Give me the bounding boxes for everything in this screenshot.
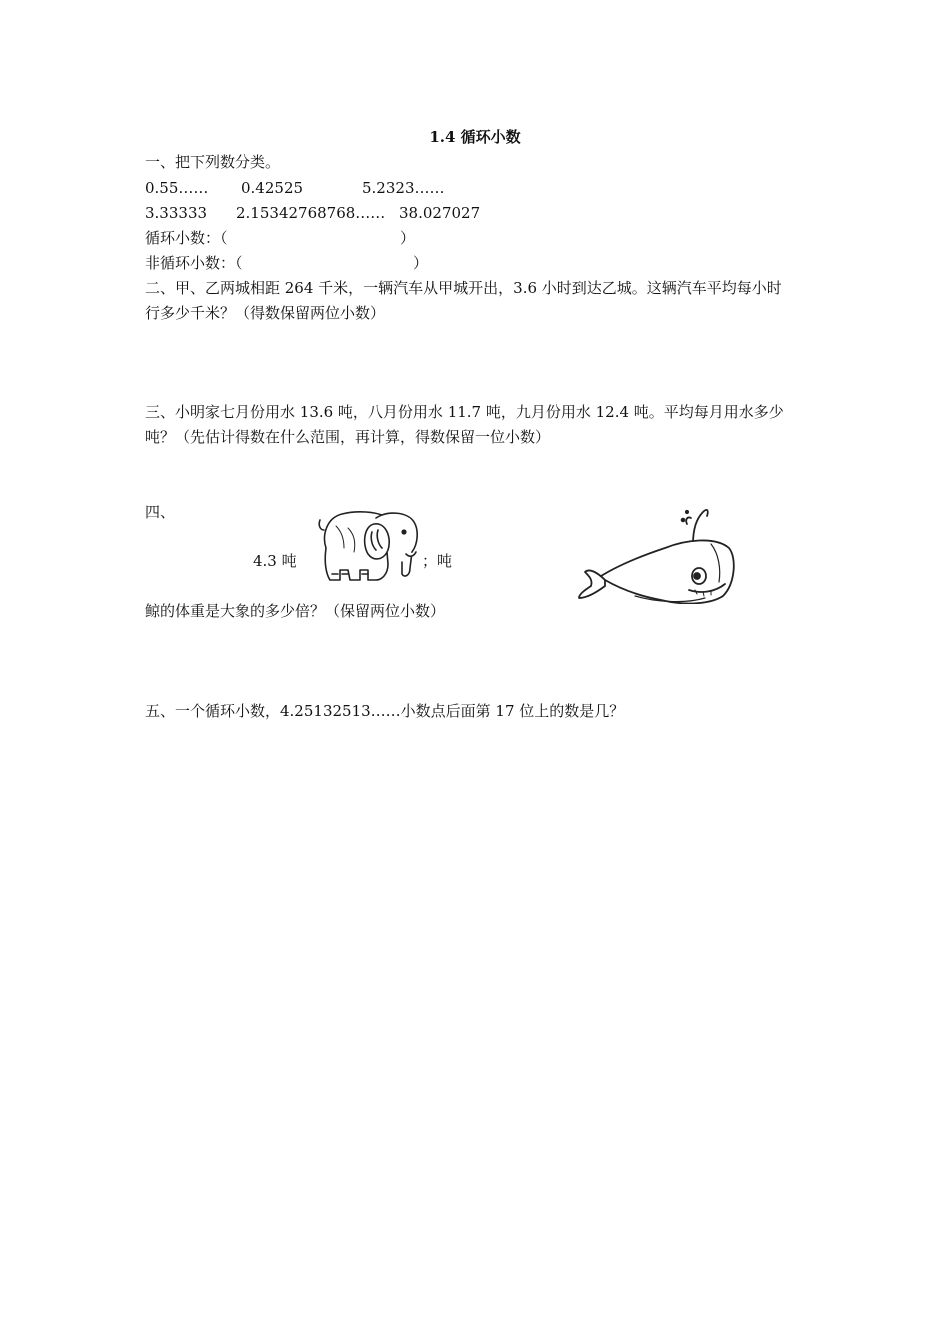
elephant-weight: 4.3 吨: [253, 552, 297, 570]
q5-text: 五、一个循环小数，4.25132513……小数点后面第 17 位上的数是几？: [145, 702, 625, 720]
whale-weight-partial: ；吨: [422, 552, 453, 570]
q3-line1: 三、小明家七月份用水 13.6 吨，八月份用水 11.7 吨，九月份用水 12.4 吨。平均每月用水多少: [145, 403, 784, 421]
noncyclic-label: 非循环小数：（: [145, 254, 243, 272]
q1-number: 0.55……: [145, 179, 209, 197]
q4-heading: 四、: [145, 503, 176, 521]
q1-number: 3.33333: [145, 204, 208, 222]
page-title: 1.4 循环小数: [429, 128, 521, 146]
q2-line1: 二、甲、乙两城相距 264 千米，一辆汽车从甲城开出，3.6 小时到达乙城。这辆汽车平均每小时: [145, 279, 782, 297]
q1-number: 2.15342768768……: [236, 204, 386, 222]
cyclic-close-paren: ）: [400, 229, 416, 247]
q3-line2: 吨？（先估计得数在什么范围，再计算，得数保留一位小数）: [145, 428, 551, 446]
q2-line2: 行多少千米？（得数保留两位小数）: [145, 304, 386, 322]
q4-question: 鲸的体重是大象的多少倍？（保留两位小数）: [145, 602, 446, 620]
q1-number: 0.42525: [241, 179, 304, 197]
elephant-illustration: [318, 508, 424, 586]
q1-number: 5.2323……: [362, 179, 445, 197]
q1-heading: 一、把下列数分类。: [145, 153, 281, 171]
q1-number: 38.027027: [399, 204, 481, 222]
noncyclic-close-paren: ）: [413, 254, 429, 272]
whale-illustration: [575, 500, 737, 604]
cyclic-label: 循环小数：（: [145, 229, 228, 247]
